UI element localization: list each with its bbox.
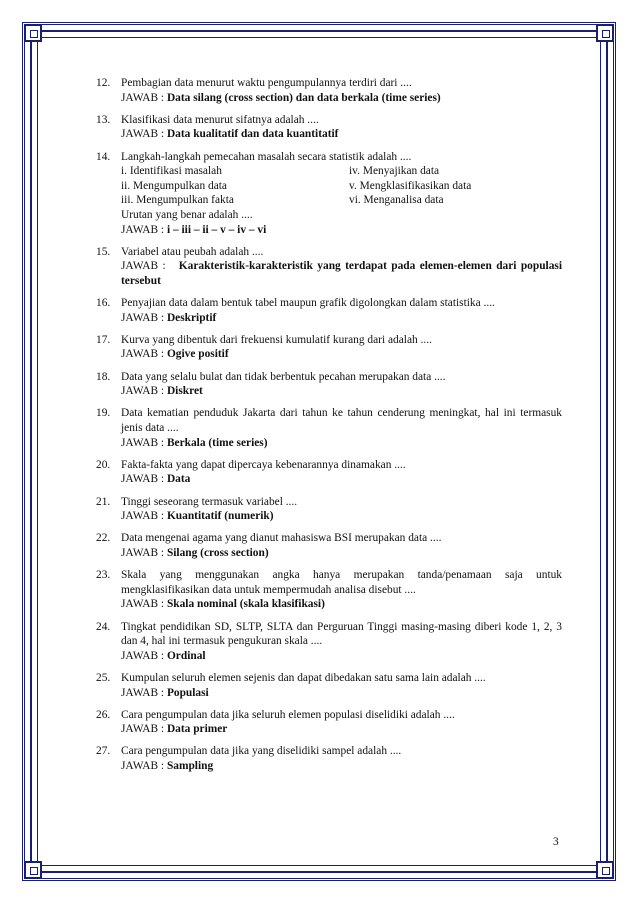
answer-label: JAWAB : xyxy=(121,686,165,699)
question-text: Tingkat pendidikan SD, SLTP, SLTA dan Perguruan Tinggi masing-masing diberi kode 1, 2, 3 dan 4, hal ini termasuk pengukuran skala .... xyxy=(121,620,562,648)
question-number: 21. xyxy=(96,495,111,508)
corner-ornament-bottom-left xyxy=(24,861,42,879)
question-text: Klasifikasi data menurut sifatnya adalah .... xyxy=(121,113,319,126)
answer-label: JAWAB : xyxy=(121,598,165,611)
question-item xyxy=(96,671,562,700)
answer-text: Diskret xyxy=(166,385,203,398)
question-text: Data kematian penduduk Jakarta dari tahun ke tahun cenderung meningkat, hal ini termasuk jenis data .... xyxy=(121,407,562,435)
question-number: 17. xyxy=(96,333,111,346)
question-text: Data mengenai agama yang dianut mahasiswa BSI merupakan data .... xyxy=(121,532,442,545)
answer-text: Data silang (cross section) dan data berkala (time series) xyxy=(166,91,441,104)
page-number: 3 xyxy=(553,836,559,848)
question-number: 24. xyxy=(96,620,111,633)
question-number: 26. xyxy=(96,708,111,721)
question-item xyxy=(96,406,562,450)
answer-text: Data primer xyxy=(166,723,228,736)
answer-label: JAWAB : xyxy=(121,128,165,141)
step-item: iii. Mengumpulkan fakta xyxy=(121,194,234,207)
question-number: 22. xyxy=(96,532,111,545)
answer-label: JAWAB : xyxy=(121,91,165,104)
step-item: vi. Menganalisa data xyxy=(349,194,444,207)
question-item xyxy=(96,333,562,362)
question-text: Variabel atau peubah adalah .... xyxy=(121,245,264,258)
question-text: Cara pengumpulan data jika seluruh elemen populasi diselidiki adalah .... xyxy=(121,708,455,721)
answer-text: Deskriptif xyxy=(166,311,217,324)
question-item xyxy=(96,495,562,524)
question-number: 18. xyxy=(96,370,111,383)
border-line-right xyxy=(600,36,601,866)
question-number: 12. xyxy=(96,77,111,89)
answer-label: JAWAB : xyxy=(121,436,165,449)
question-item xyxy=(96,150,562,238)
answer-label: JAWAB : xyxy=(121,385,165,398)
answer-label: JAWAB : xyxy=(121,546,165,559)
question-number: 15. xyxy=(96,245,111,258)
step-item: i. Identifikasi masalah xyxy=(121,165,222,178)
question-item xyxy=(96,531,562,560)
steps-list xyxy=(121,164,562,208)
answer-text: Ordinal xyxy=(166,649,206,662)
border-line-top xyxy=(36,37,602,38)
corner-ornament-bottom-right xyxy=(596,861,614,879)
question-item xyxy=(96,370,562,399)
answer-text: Sampling xyxy=(166,760,214,773)
question-text: Kumpulan seluruh elemen sejenis dan dapat dibedakan satu sama lain adalah .... xyxy=(121,671,486,684)
corner-ornament-top-right xyxy=(596,24,614,42)
answer-text: Kuantitatif (numerik) xyxy=(166,510,274,523)
border-line-left xyxy=(37,36,38,866)
question-text: Data yang selalu bulat dan tidak berbentuk pecahan merupakan data .... xyxy=(121,370,446,383)
answer-label: JAWAB : xyxy=(121,723,165,736)
question-item xyxy=(96,113,562,142)
answer-label: JAWAB : xyxy=(121,760,165,773)
question-number: 27. xyxy=(96,745,111,758)
answer-text: Berkala (time series) xyxy=(166,436,268,449)
question-item xyxy=(96,568,562,612)
answer-label: JAWAB : xyxy=(121,510,165,523)
answer-label: JAWAB : xyxy=(121,348,165,361)
question-text: Fakta-fakta yang dapat dipercaya kebenarannya dinamakan .... xyxy=(121,458,406,471)
question-number: 25. xyxy=(96,671,111,684)
answer-text: Data xyxy=(166,473,191,486)
question-item xyxy=(96,458,562,487)
question-text: Penyajian data dalam bentuk tabel maupun grafik digolongkan dalam statistika .... xyxy=(121,297,495,310)
question-text: Skala yang menggunakan angka hanya merupakan tanda/penamaan saja untuk mengklasifikasikan data untuk mempermudah analisa disebut .... xyxy=(121,569,562,596)
question-text: Kurva yang dibentuk dari frekuensi kumulatif kurang dari adalah .... xyxy=(121,333,432,346)
border-line-bottom xyxy=(36,865,602,866)
answer-label: JAWAB : xyxy=(121,473,165,486)
question-number: 23. xyxy=(96,569,111,582)
answer-text: i – iii – ii – v – iv – vi xyxy=(166,223,267,236)
step-item: iv. Menyajikan data xyxy=(349,165,440,178)
question-item xyxy=(96,744,562,773)
step-item: v. Mengklasifikasikan data xyxy=(349,179,472,192)
question-number: 20. xyxy=(96,458,111,471)
answer-text: Data kualitatif dan data kuantitatif xyxy=(166,128,339,141)
question-number: 14. xyxy=(96,150,111,163)
answer-text: Skala nominal (skala klasifikasi) xyxy=(166,598,325,611)
answer-label: JAWAB : xyxy=(121,260,166,273)
answer-label: JAWAB : xyxy=(121,311,165,324)
question-item xyxy=(96,620,562,664)
question-item xyxy=(96,708,562,737)
corner-ornament-top-left xyxy=(24,24,42,42)
step-item: ii. Mengumpulkan data xyxy=(121,179,227,192)
answer-text: Ogive positif xyxy=(166,348,229,361)
question-item xyxy=(96,245,562,289)
answer-text: Karakteristik-karakteristik yang terdapat pada elemen-elemen dari populasi tersebut xyxy=(121,260,562,287)
question-number: 16. xyxy=(96,297,111,310)
question-item xyxy=(96,296,562,325)
question-text: Cara pengumpulan data jika yang diselidiki sampel adalah .... xyxy=(121,745,402,758)
question-tail: Urutan yang benar adalah .... xyxy=(121,208,253,221)
question-text: Pembagian data menurut waktu pengumpulannya terdiri dari .... xyxy=(121,77,412,89)
question-item xyxy=(96,76,562,105)
question-list xyxy=(96,76,562,781)
answer-label: JAWAB : xyxy=(121,649,165,662)
answer-text: Populasi xyxy=(166,686,209,699)
answer-label: JAWAB : xyxy=(121,223,165,236)
answer-text: Silang (cross section) xyxy=(166,546,269,559)
question-text: Tinggi seseorang termasuk variabel .... xyxy=(121,495,298,508)
question-number: 19. xyxy=(96,407,111,420)
question-text: Langkah-langkah pemecahan masalah secara statistik adalah .... xyxy=(121,150,412,163)
question-number: 13. xyxy=(96,113,111,126)
